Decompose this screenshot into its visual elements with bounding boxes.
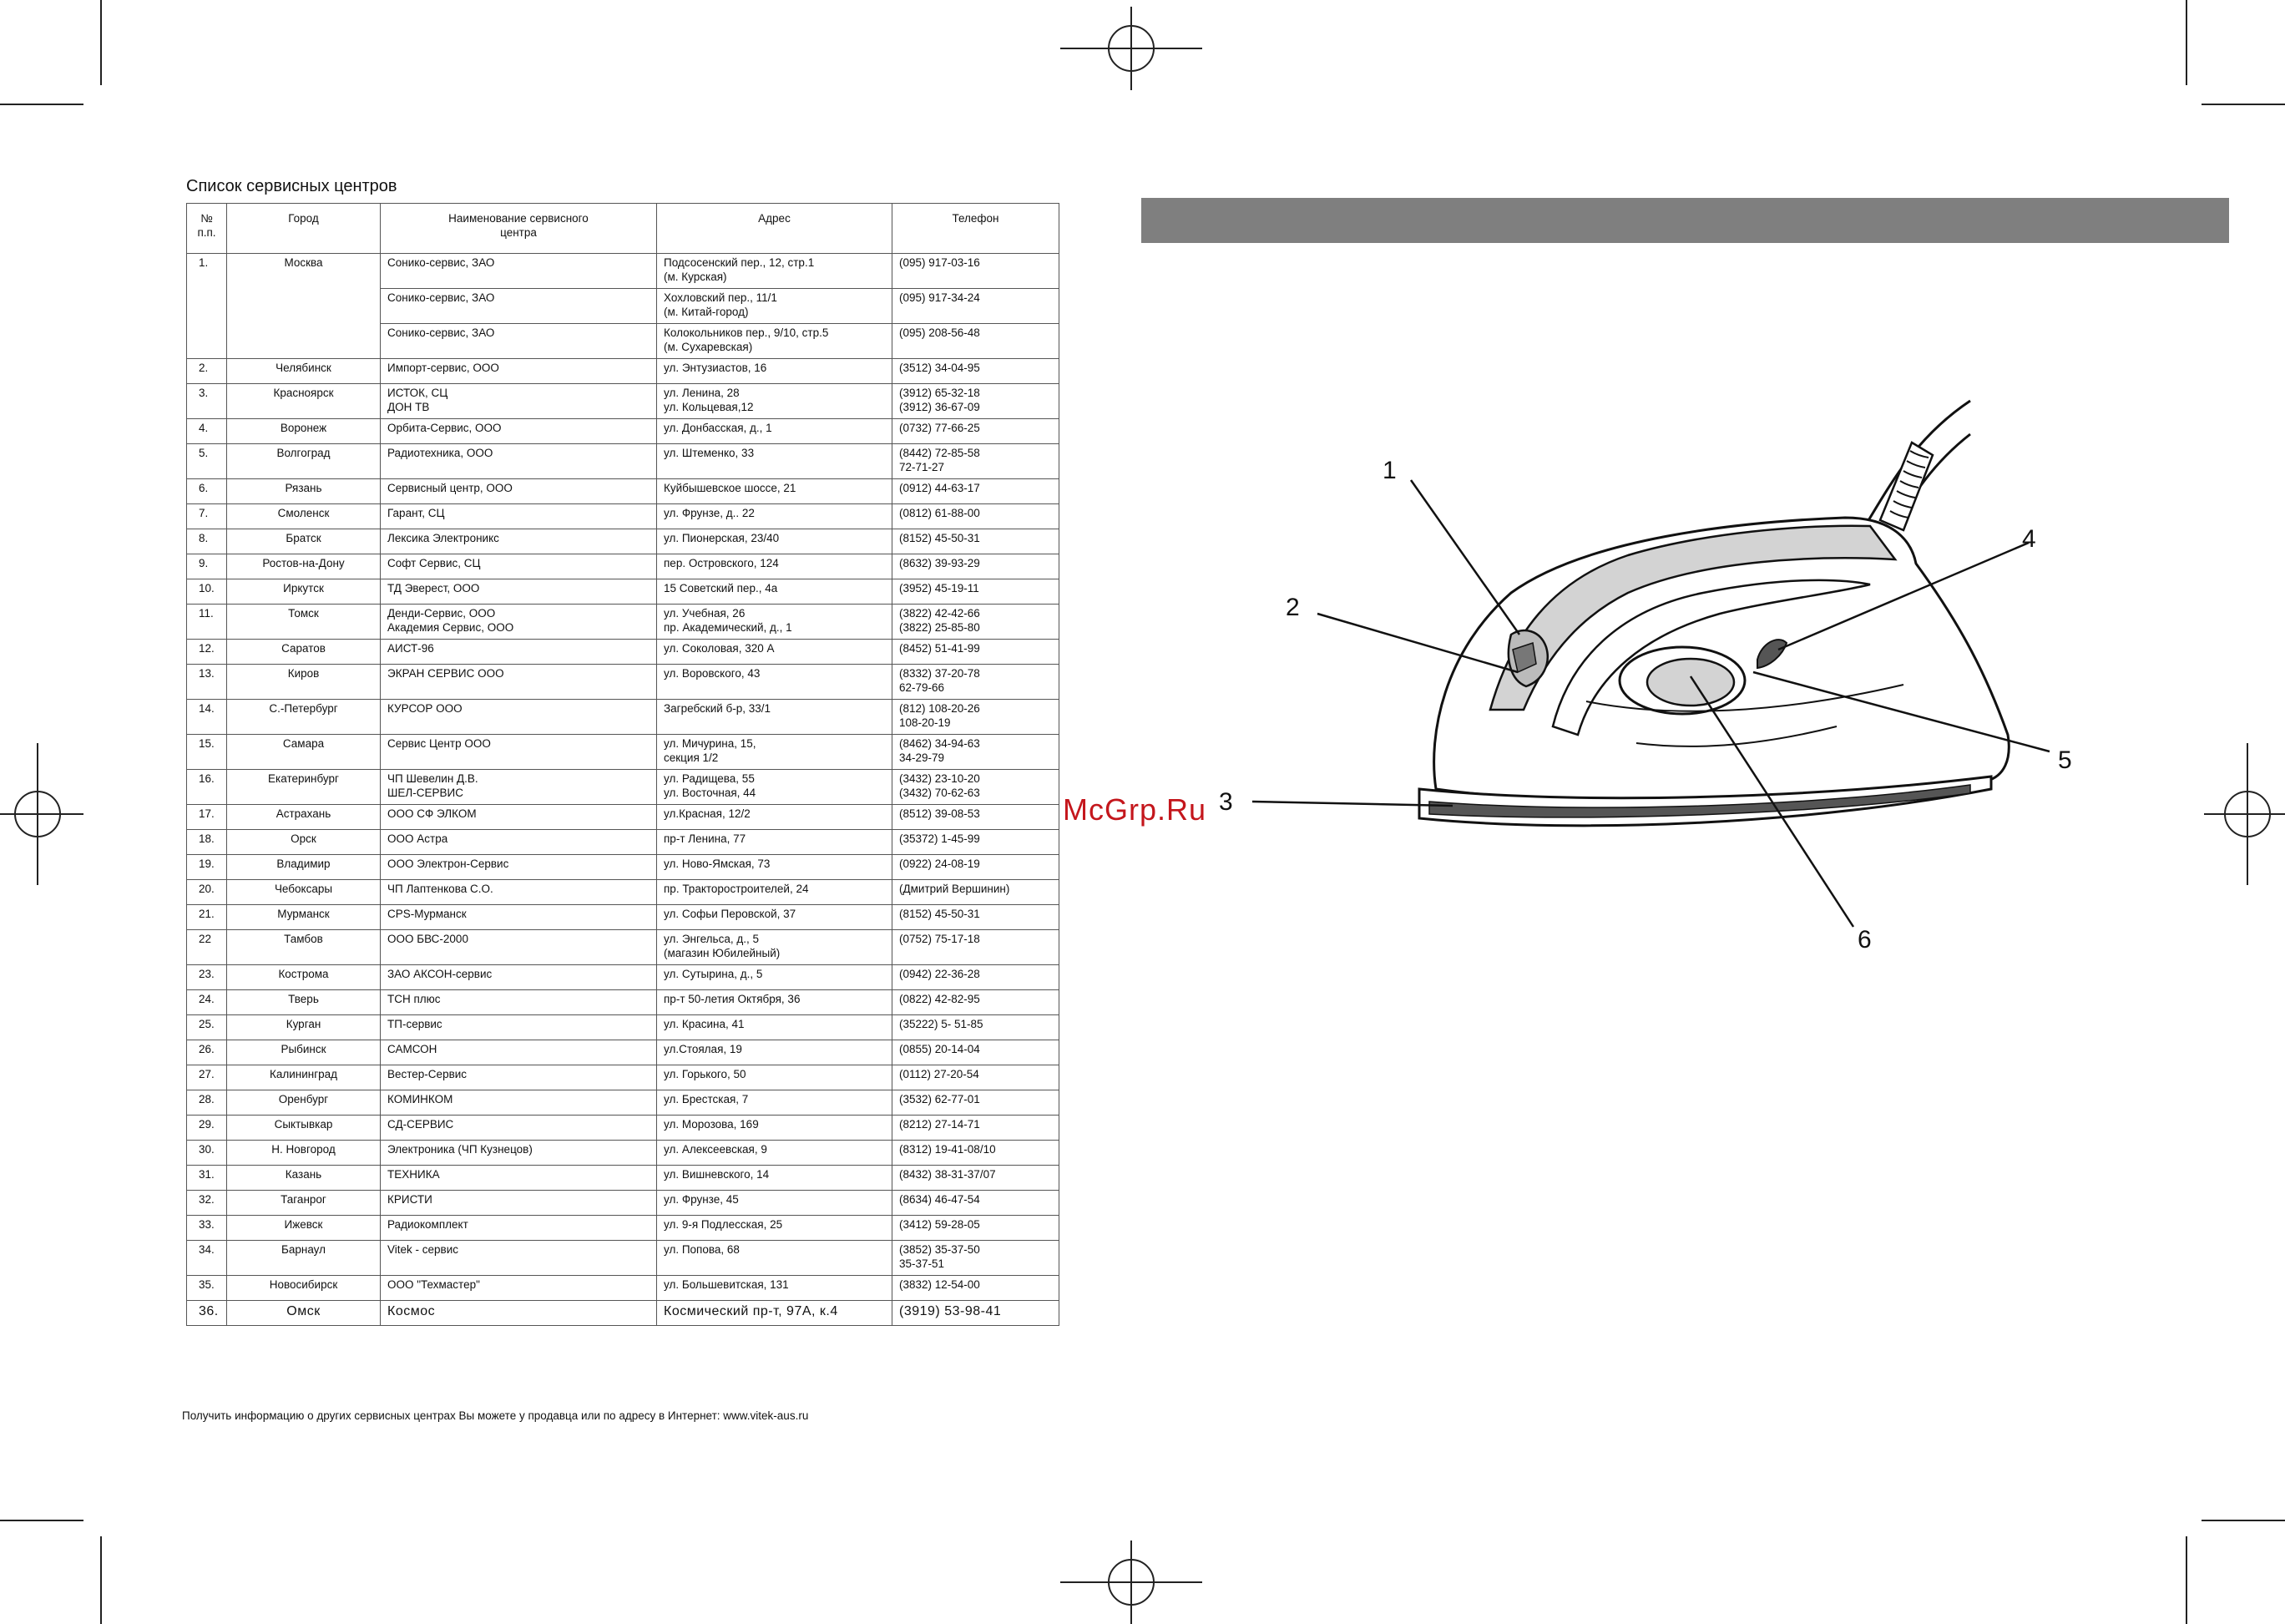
name-cell: Гарант, СЦ <box>381 504 657 529</box>
name-cell: ООО Астра <box>381 830 657 855</box>
num-cell: 25. <box>187 1015 227 1040</box>
address-cell: ул. Красина, 41 <box>657 1015 892 1040</box>
table-row <box>187 579 1059 605</box>
phone-cell: (3822) 42-42-66 (3822) 25-85-80 <box>892 605 1059 640</box>
num-cell: 30. <box>187 1141 227 1166</box>
num-cell: 7. <box>187 504 227 529</box>
table-row <box>187 1141 1059 1166</box>
table-row <box>187 384 1059 419</box>
crop-mark <box>2202 104 2285 105</box>
phone-cell: (8634) 46-47-54 <box>892 1191 1059 1216</box>
registration-mark <box>2204 743 2285 885</box>
num-cell: 19. <box>187 855 227 880</box>
address-cell: Подсосенский пер., 12, стр.1 (м. Курская) <box>657 254 892 289</box>
phone-cell: (8442) 72-85-58 72-71-27 <box>892 444 1059 479</box>
address-cell: ул. Донбасская, д., 1 <box>657 419 892 444</box>
header-city: Город <box>227 204 381 254</box>
phone-cell: (8152) 45-50-31 <box>892 529 1059 554</box>
phone-cell: (8432) 38-31-37/07 <box>892 1166 1059 1191</box>
address-cell: ул. Попова, 68 <box>657 1241 892 1276</box>
address-cell: пр. Тракторостроителей, 24 <box>657 880 892 905</box>
phone-cell: (3532) 62-77-01 <box>892 1090 1059 1116</box>
name-cell: Сонико-сервис, ЗАО <box>381 324 657 359</box>
phone-cell: (3832) 12-54-00 <box>892 1276 1059 1301</box>
callout-3: 3 <box>1219 788 1233 816</box>
page-title: Список сервисных центров <box>186 177 397 195</box>
name-cell: Лексика Электроникс <box>381 529 657 554</box>
table-body <box>187 254 1059 1326</box>
phone-cell: (3912) 65-32-18 (3912) 36-67-09 <box>892 384 1059 419</box>
city-cell: Таганрог <box>227 1191 381 1216</box>
city-cell: Орск <box>227 830 381 855</box>
name-cell: Сервисный центр, ООО <box>381 479 657 504</box>
num-cell: 33. <box>187 1216 227 1241</box>
address-cell: пр-т 50-летия Октября, 36 <box>657 990 892 1015</box>
phone-cell: (0922) 24-08-19 <box>892 855 1059 880</box>
phone-cell: (8152) 45-50-31 <box>892 905 1059 930</box>
name-cell: ЭКРАН СЕРВИС ООО <box>381 665 657 700</box>
name-cell: Vitek - сервис <box>381 1241 657 1276</box>
name-cell: ТЕХНИКА <box>381 1166 657 1191</box>
callout-6: 6 <box>1858 926 1872 954</box>
callout-5: 5 <box>2058 746 2072 774</box>
city-cell: Екатеринбург <box>227 770 381 805</box>
city-cell <box>227 289 381 324</box>
city-cell: Братск <box>227 529 381 554</box>
address-cell: ул. Ново-Ямская, 73 <box>657 855 892 880</box>
phone-cell: (0855) 20-14-04 <box>892 1040 1059 1065</box>
name-cell: ТСН плюс <box>381 990 657 1015</box>
num-cell: 28. <box>187 1090 227 1116</box>
table-row <box>187 830 1059 855</box>
city-cell: Курган <box>227 1015 381 1040</box>
callout-2: 2 <box>1286 594 1300 621</box>
num-cell: 6. <box>187 479 227 504</box>
name-cell: ООО Электрон-Сервис <box>381 855 657 880</box>
address-cell: Загребский б-р, 33/1 <box>657 700 892 735</box>
address-cell: ул. Энтузиастов, 16 <box>657 359 892 384</box>
city-cell: С.-Петербург <box>227 700 381 735</box>
phone-cell: (0732) 77-66-25 <box>892 419 1059 444</box>
table-header-row <box>187 204 1059 254</box>
num-cell: 26. <box>187 1040 227 1065</box>
table-row <box>187 735 1059 770</box>
table-row <box>187 479 1059 504</box>
phone-cell: (35372) 1-45-99 <box>892 830 1059 855</box>
name-cell: АИСТ-96 <box>381 640 657 665</box>
watermark: McGrp.Ru <box>1063 792 1207 827</box>
num-cell: 36. <box>187 1301 227 1326</box>
city-cell: Владимир <box>227 855 381 880</box>
num-cell: 16. <box>187 770 227 805</box>
service-centers-table <box>186 203 1059 1326</box>
table-row <box>187 324 1059 359</box>
address-cell: ул. Фрунзе, д.. 22 <box>657 504 892 529</box>
header-bar <box>1141 198 2229 243</box>
table-row <box>187 880 1059 905</box>
address-cell: пр-т Ленина, 77 <box>657 830 892 855</box>
address-cell: ул. Вишневского, 14 <box>657 1166 892 1191</box>
city-cell: Тверь <box>227 990 381 1015</box>
num-cell: 4. <box>187 419 227 444</box>
callout-1: 1 <box>1383 457 1397 484</box>
address-cell: ул. Брестская, 7 <box>657 1090 892 1116</box>
name-cell: КОМИНКОМ <box>381 1090 657 1116</box>
name-cell: САМСОН <box>381 1040 657 1065</box>
city-cell: Тамбов <box>227 930 381 965</box>
address-cell: Космический пр-т, 97А, к.4 <box>657 1301 892 1326</box>
address-cell: пер. Островского, 124 <box>657 554 892 579</box>
phone-cell: (8312) 19-41-08/10 <box>892 1141 1059 1166</box>
city-cell: Астрахань <box>227 805 381 830</box>
name-cell: Космос <box>381 1301 657 1326</box>
num-cell: 8. <box>187 529 227 554</box>
city-cell: Ростов-на-Дону <box>227 554 381 579</box>
name-cell: Сервис Центр ООО <box>381 735 657 770</box>
city-cell: Рыбинск <box>227 1040 381 1065</box>
phone-cell: (8632) 39-93-29 <box>892 554 1059 579</box>
address-cell: ул. Соколовая, 320 А <box>657 640 892 665</box>
address-cell: ул. Сутырина, д., 5 <box>657 965 892 990</box>
phone-cell: (3512) 34-04-95 <box>892 359 1059 384</box>
table-row <box>187 254 1059 289</box>
table-row <box>187 1216 1059 1241</box>
num-cell: 31. <box>187 1166 227 1191</box>
name-cell: ООО СФ ЭЛКОМ <box>381 805 657 830</box>
phone-cell: (3412) 59-28-05 <box>892 1216 1059 1241</box>
table-row <box>187 1276 1059 1301</box>
phone-cell: (0752) 75-17-18 <box>892 930 1059 965</box>
phone-cell: (0812) 61-88-00 <box>892 504 1059 529</box>
city-cell: Самара <box>227 735 381 770</box>
registration-mark <box>0 743 83 885</box>
address-cell: ул. Горького, 50 <box>657 1065 892 1090</box>
phone-cell: (3852) 35-37-50 35-37-51 <box>892 1241 1059 1276</box>
name-cell: СД-СЕРВИС <box>381 1116 657 1141</box>
address-cell: ул. Учебная, 26 пр. Академический, д., 1 <box>657 605 892 640</box>
city-cell: Смоленск <box>227 504 381 529</box>
num-cell: 20. <box>187 880 227 905</box>
address-cell: ул. Фрунзе, 45 <box>657 1191 892 1216</box>
name-cell: ТД Эверест, ООО <box>381 579 657 605</box>
num-cell: 29. <box>187 1116 227 1141</box>
header-num: № п.п. <box>187 204 227 254</box>
name-cell: ЧП Шевелин Д.В. ШЕЛ-СЕРВИС <box>381 770 657 805</box>
phone-cell: (095) 917-03-16 <box>892 254 1059 289</box>
name-cell: ТП-сервис <box>381 1015 657 1040</box>
num-cell <box>187 324 227 359</box>
phone-cell: (095) 208-56-48 <box>892 324 1059 359</box>
address-cell: ул. Ленина, 28 ул. Кольцевая,12 <box>657 384 892 419</box>
table-row <box>187 640 1059 665</box>
address-cell: Куйбышевское шоссе, 21 <box>657 479 892 504</box>
callout-4: 4 <box>2022 525 2036 553</box>
name-cell: Вестер-Сервис <box>381 1065 657 1090</box>
phone-cell: (3432) 23-10-20 (3432) 70-62-63 <box>892 770 1059 805</box>
num-cell: 21. <box>187 905 227 930</box>
crop-mark <box>0 1520 83 1521</box>
city-cell: Новосибирск <box>227 1276 381 1301</box>
table-row <box>187 965 1059 990</box>
table-row <box>187 930 1059 965</box>
city-cell: Мурманск <box>227 905 381 930</box>
phone-cell: (0112) 27-20-54 <box>892 1065 1059 1090</box>
num-cell: 32. <box>187 1191 227 1216</box>
city-cell: Барнаул <box>227 1241 381 1276</box>
name-cell: КУРСОР ООО <box>381 700 657 735</box>
num-cell: 24. <box>187 990 227 1015</box>
table-row <box>187 770 1059 805</box>
city-cell: Калининград <box>227 1065 381 1090</box>
crop-mark <box>0 104 83 105</box>
crop-mark <box>2186 1536 2187 1624</box>
name-cell: Софт Сервис, СЦ <box>381 554 657 579</box>
table-row <box>187 990 1059 1015</box>
city-cell: Саратов <box>227 640 381 665</box>
num-cell: 27. <box>187 1065 227 1090</box>
name-cell: ИСТОК, СЦ ДОН ТВ <box>381 384 657 419</box>
city-cell: Красноярск <box>227 384 381 419</box>
address-cell: ул.Стоялая, 19 <box>657 1040 892 1065</box>
name-cell: Сонико-сервис, ЗАО <box>381 254 657 289</box>
name-cell: Импорт-сервис, ООО <box>381 359 657 384</box>
city-cell: Кострома <box>227 965 381 990</box>
num-cell <box>187 289 227 324</box>
num-cell: 3. <box>187 384 227 419</box>
table-row <box>187 1090 1059 1116</box>
header-phone: Телефон <box>892 204 1059 254</box>
address-cell: ул. Алексеевская, 9 <box>657 1141 892 1166</box>
phone-cell: (3952) 45-19-11 <box>892 579 1059 605</box>
table-row <box>187 1241 1059 1276</box>
num-cell: 15. <box>187 735 227 770</box>
table-row <box>187 665 1059 700</box>
city-cell: Волгоград <box>227 444 381 479</box>
phone-cell: (35222) 5- 51-85 <box>892 1015 1059 1040</box>
table-row <box>187 529 1059 554</box>
num-cell: 9. <box>187 554 227 579</box>
city-cell: Иркутск <box>227 579 381 605</box>
iron-diagram <box>1219 384 2087 969</box>
address-cell: ул. Мичурина, 15, секция 1/2 <box>657 735 892 770</box>
city-cell: Томск <box>227 605 381 640</box>
name-cell: Радиотехника, ООО <box>381 444 657 479</box>
name-cell: Сонико-сервис, ЗАО <box>381 289 657 324</box>
table-row <box>187 805 1059 830</box>
table-row <box>187 504 1059 529</box>
name-cell: Орбита-Сервис, ООО <box>381 419 657 444</box>
table-row <box>187 1166 1059 1191</box>
registration-mark <box>1060 1541 1202 1624</box>
name-cell: ООО БВС-2000 <box>381 930 657 965</box>
phone-cell: (3919) 53-98-41 <box>892 1301 1059 1326</box>
num-cell: 12. <box>187 640 227 665</box>
num-cell: 1. <box>187 254 227 289</box>
name-cell: ЧП Лаптенкова С.О. <box>381 880 657 905</box>
num-cell: 5. <box>187 444 227 479</box>
address-cell: Хохловский пер., 11/1 (м. Китай-город) <box>657 289 892 324</box>
phone-cell: (0942) 22-36-28 <box>892 965 1059 990</box>
crop-mark <box>2202 1520 2285 1521</box>
name-cell: ЗАО АКСОН-сервис <box>381 965 657 990</box>
city-cell: Казань <box>227 1166 381 1191</box>
address-cell: 15 Советский пер., 4а <box>657 579 892 605</box>
table-row <box>187 419 1059 444</box>
num-cell: 23. <box>187 965 227 990</box>
name-cell: КРИСТИ <box>381 1191 657 1216</box>
phone-cell: (812) 108-20-26 108-20-19 <box>892 700 1059 735</box>
address-cell: ул. Большевитская, 131 <box>657 1276 892 1301</box>
num-cell: 11. <box>187 605 227 640</box>
address-cell: ул.Красная, 12/2 <box>657 805 892 830</box>
num-cell: 13. <box>187 665 227 700</box>
num-cell: 34. <box>187 1241 227 1276</box>
crop-mark <box>100 1536 102 1624</box>
city-cell: Киров <box>227 665 381 700</box>
num-cell: 22 <box>187 930 227 965</box>
phone-cell: (8332) 37-20-78 62-79-66 <box>892 665 1059 700</box>
address-cell: ул. Штеменко, 33 <box>657 444 892 479</box>
city-cell: Оренбург <box>227 1090 381 1116</box>
table-row <box>187 444 1059 479</box>
table-row <box>187 700 1059 735</box>
name-cell: Электроника (ЧП Кузнецов) <box>381 1141 657 1166</box>
city-cell: Воронеж <box>227 419 381 444</box>
phone-cell: (8212) 27-14-71 <box>892 1116 1059 1141</box>
city-cell: Москва <box>227 254 381 289</box>
table-row <box>187 1015 1059 1040</box>
name-cell: Денди-Сервис, ООО Академия Сервис, ООО <box>381 605 657 640</box>
num-cell: 10. <box>187 579 227 605</box>
phone-cell: (095) 917-34-24 <box>892 289 1059 324</box>
address-cell: ул. 9-я Подлесская, 25 <box>657 1216 892 1241</box>
num-cell: 18. <box>187 830 227 855</box>
crop-mark <box>100 0 102 85</box>
name-cell: ООО "Техмастер" <box>381 1276 657 1301</box>
phone-cell: (8462) 34-94-63 34-29-79 <box>892 735 1059 770</box>
table-row <box>187 1116 1059 1141</box>
address-cell: Колокольников пер., 9/10, стр.5 (м. Сухаревская) <box>657 324 892 359</box>
num-cell: 17. <box>187 805 227 830</box>
table-row <box>187 1191 1059 1216</box>
address-cell: ул. Воровского, 43 <box>657 665 892 700</box>
phone-cell: (0822) 42-82-95 <box>892 990 1059 1015</box>
num-cell: 14. <box>187 700 227 735</box>
name-cell: CPS-Мурманск <box>381 905 657 930</box>
table-row <box>187 289 1059 324</box>
phone-cell: (8512) 39-08-53 <box>892 805 1059 830</box>
num-cell: 2. <box>187 359 227 384</box>
table-row <box>187 1040 1059 1065</box>
phone-cell: (8452) 51-41-99 <box>892 640 1059 665</box>
table-row <box>187 905 1059 930</box>
address-cell: ул. Морозова, 169 <box>657 1116 892 1141</box>
table-row <box>187 605 1059 640</box>
header-address: Адрес <box>657 204 892 254</box>
num-cell: 35. <box>187 1276 227 1301</box>
phone-cell: (0912) 44-63-17 <box>892 479 1059 504</box>
city-cell: Сыктывкар <box>227 1116 381 1141</box>
header-name: Наименование сервисного центра <box>381 204 657 254</box>
table-row <box>187 855 1059 880</box>
address-cell: ул. Радищева, 55 ул. Восточная, 44 <box>657 770 892 805</box>
registration-mark <box>1060 7 1202 90</box>
city-cell: Ижевск <box>227 1216 381 1241</box>
phone-cell: (Дмитрий Вершинин) <box>892 880 1059 905</box>
table-row <box>187 554 1059 579</box>
city-cell <box>227 324 381 359</box>
name-cell: Радиокомплект <box>381 1216 657 1241</box>
table-row <box>187 1301 1059 1326</box>
city-cell: Омск <box>227 1301 381 1326</box>
address-cell: ул. Софьи Перовской, 37 <box>657 905 892 930</box>
table-row <box>187 1065 1059 1090</box>
city-cell: Челябинск <box>227 359 381 384</box>
table-row <box>187 359 1059 384</box>
address-cell: ул. Энгельса, д., 5 (магазин Юбилейный) <box>657 930 892 965</box>
crop-mark <box>2186 0 2187 85</box>
footer-note: Получить информацию о других сервисных центрах Вы можете у продавца или по адресу в Интернет: www.vitek-aus.ru <box>182 1409 809 1422</box>
address-cell: ул. Пионерская, 23/40 <box>657 529 892 554</box>
city-cell: Рязань <box>227 479 381 504</box>
city-cell: Чебоксары <box>227 880 381 905</box>
city-cell: Н. Новгород <box>227 1141 381 1166</box>
